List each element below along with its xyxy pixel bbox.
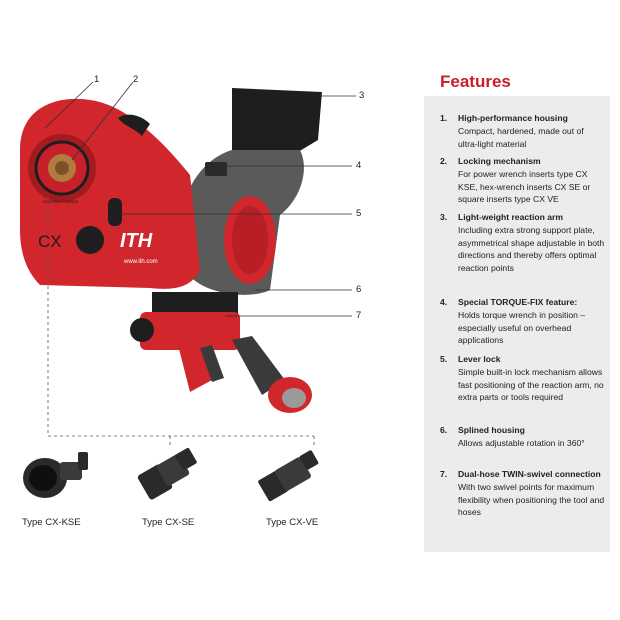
feature-6 — [440, 424, 605, 450]
callout-4: 4 — [356, 160, 362, 171]
feature-description: For power wrench inserts type CX KSE, hex-wrench inserts CX SE or square inserts type CX VE — [458, 168, 591, 205]
insert-cx-kse — [23, 452, 88, 498]
drive-socket-inner — [55, 161, 69, 175]
splined-housing-rim — [232, 206, 268, 274]
feature-description: Including extra strong support plate, asymmetrical shape adjustable in both directions and thereby offers optimal reaction points — [458, 224, 605, 274]
tool-website: www.ith.com — [124, 259, 158, 265]
feature-number: 3. — [440, 212, 448, 222]
tool-brand-logo: ITH — [120, 230, 153, 252]
feature-description: Simple built-in lock mechanism allows fast positioning of the reaction arm, no extra parts or tools required — [458, 366, 604, 403]
caption-cx-kse: Type CX-KSE — [22, 517, 81, 528]
feature-7 — [440, 468, 605, 519]
feature-5 — [440, 353, 605, 404]
insert-cx-ve — [257, 450, 319, 502]
torque-fix-clip — [205, 162, 227, 176]
swivel-block-red — [140, 312, 240, 350]
swivel-port-left — [130, 318, 154, 342]
feature-3 — [440, 211, 605, 275]
feature-number: 2. — [440, 156, 448, 166]
feature-number: 6. — [440, 425, 448, 435]
callout-6: 6 — [356, 284, 362, 295]
feature-number: 4. — [440, 297, 448, 307]
callout-2: 2 — [133, 74, 139, 85]
feature-number: 5. — [440, 354, 448, 364]
feature-heading: Splined housing — [458, 425, 525, 435]
callout-5: 5 — [356, 208, 362, 219]
feature-heading: Locking mechanism — [458, 156, 541, 166]
feature-number: 1. — [440, 113, 448, 123]
reaction-arm-top — [232, 88, 322, 152]
feature-description: Compact, hardened, made out of ultra-light material — [458, 125, 584, 149]
insert-cx-se — [137, 447, 198, 500]
feature-heading: Lever lock — [458, 354, 501, 364]
feature-2 — [440, 155, 605, 206]
feature-description: Allows adjustable rotation in 360° — [458, 437, 585, 448]
feature-4 — [440, 296, 605, 347]
tool-ring-text: anziehen / loosen — [43, 199, 79, 204]
callout-3: 3 — [359, 90, 365, 101]
feature-heading: Dual-hose TWIN-swivel connection — [458, 469, 601, 479]
feature-number: 7. — [440, 469, 448, 479]
feature-heading: Light-weight reaction arm — [458, 212, 564, 222]
callout-7: 7 — [356, 310, 362, 321]
callout-1: 1 — [94, 74, 100, 85]
feature-heading: Special TORQUE-FIX feature: — [458, 297, 578, 307]
feature-description: With two swivel points for maximum flexibility when positioning the tool and hoses — [458, 481, 605, 518]
features-title: Features — [440, 72, 511, 91]
housing-port — [76, 226, 104, 254]
feature-1 — [440, 112, 605, 150]
feature-description: Holds torque wrench in position – especially useful on overhead applications — [458, 309, 586, 346]
hose-coupler-right-face — [282, 388, 306, 408]
caption-cx-se: Type CX-SE — [142, 517, 195, 528]
caption-cx-ve: Type CX-VE — [266, 517, 319, 528]
feature-heading: High-performance housing — [458, 113, 568, 123]
tool-model-label: CX — [38, 232, 62, 251]
lever-lock — [108, 198, 122, 226]
